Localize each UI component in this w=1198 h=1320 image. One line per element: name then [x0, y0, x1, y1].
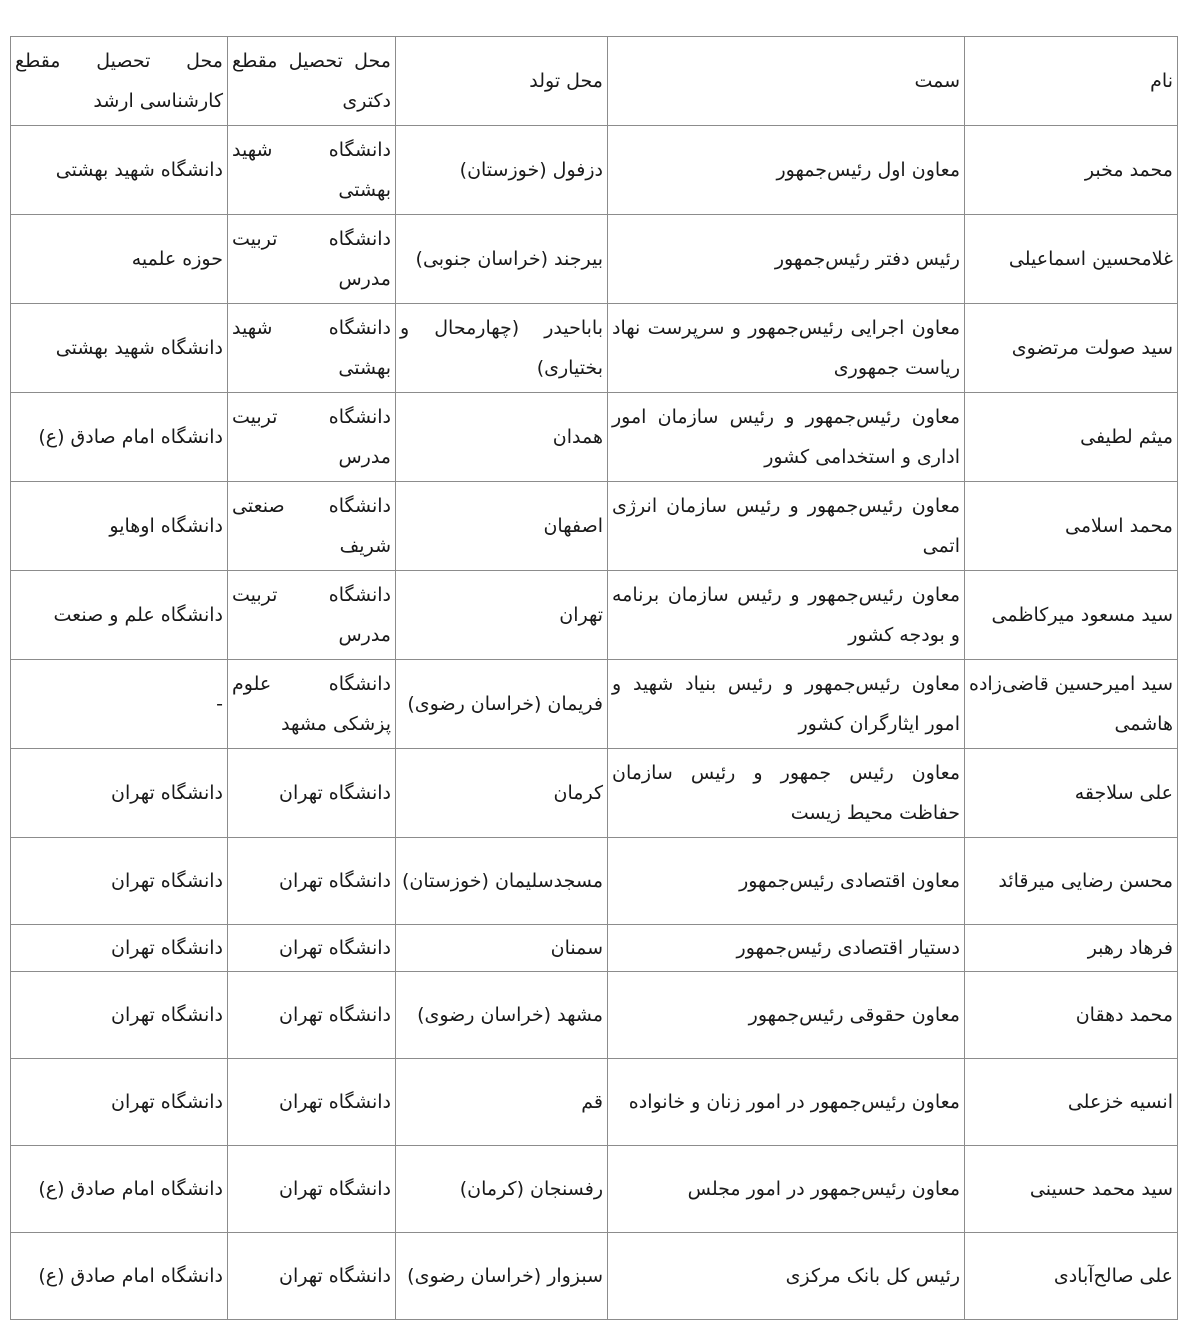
header-position: سمت	[608, 37, 965, 126]
cell-position: معاون رئیس‌جمهور و رئیس سازمان برنامه و بودجه کشور	[608, 571, 965, 660]
table-row	[11, 1146, 1178, 1233]
cell-position: معاون رئیس‌جمهور در امور زنان و خانواده	[608, 1059, 965, 1146]
cell-name: سید صولت مرتضوی	[965, 304, 1178, 393]
cell-masters: دانشگاه تهران	[11, 925, 228, 972]
cell-name: محسن رضایی میرقائد	[965, 838, 1178, 925]
table-row	[11, 838, 1178, 925]
cell-phd: دانشگاه تربیت مدرس	[228, 215, 396, 304]
cell-masters: دانشگاه امام صادق (ع)	[11, 1233, 228, 1320]
cell-masters: دانشگاه تهران	[11, 838, 228, 925]
cell-name: سید مسعود میرکاظمی	[965, 571, 1178, 660]
cell-position: معاون رئیس‌جمهور و رئیس سازمان انرژی اتمی	[608, 482, 965, 571]
cell-birthplace: کرمان	[396, 749, 608, 838]
cell-position: معاون اقتصادی رئیس‌جمهور	[608, 838, 965, 925]
cell-birthplace: مسجدسلیمان (خوزستان)	[396, 838, 608, 925]
officials-table-container	[10, 36, 1177, 1320]
cell-position: دستیار اقتصادی رئیس‌جمهور	[608, 925, 965, 972]
cell-masters: دانشگاه امام صادق (ع)	[11, 1146, 228, 1233]
cell-name: فرهاد رهبر	[965, 925, 1178, 972]
table-row	[11, 972, 1178, 1059]
table-row	[11, 660, 1178, 749]
cell-birthplace: باباحیدر (چهارمحال و بختیاری)	[396, 304, 608, 393]
table-row	[11, 304, 1178, 393]
header-name: نام	[965, 37, 1178, 126]
header-masters: محل تحصیل مقطع کارشناسی ارشد	[11, 37, 228, 126]
table-row	[11, 215, 1178, 304]
cell-birthplace: مشهد (خراسان رضوی)	[396, 972, 608, 1059]
table-row	[11, 571, 1178, 660]
cell-birthplace: رفسنجان (کرمان)	[396, 1146, 608, 1233]
cell-masters: دانشگاه تهران	[11, 972, 228, 1059]
cell-masters: -	[11, 660, 228, 749]
cell-position: رئیس دفتر رئیس‌جمهور	[608, 215, 965, 304]
cell-birthplace: دزفول (خوزستان)	[396, 126, 608, 215]
table-row	[11, 1059, 1178, 1146]
cell-phd: دانشگاه تهران	[228, 1233, 396, 1320]
cell-birthplace: تهران	[396, 571, 608, 660]
header-phd: محل تحصیل مقطع دکتری	[228, 37, 396, 126]
cell-masters: دانشگاه شهید بهشتی	[11, 304, 228, 393]
cell-position: معاون رئیس‌جمهور در امور مجلس	[608, 1146, 965, 1233]
cell-phd: دانشگاه تربیت مدرس	[228, 571, 396, 660]
cell-masters: دانشگاه تهران	[11, 749, 228, 838]
cell-masters: دانشگاه تهران	[11, 1059, 228, 1146]
cell-position: معاون رئیس‌جمهور و رئیس سازمان امور اداری و استخدامی کشور	[608, 393, 965, 482]
cell-masters: دانشگاه اوهایو	[11, 482, 228, 571]
cell-masters: دانشگاه شهید بهشتی	[11, 126, 228, 215]
cell-position: معاون رئیس جمهور و رئیس سازمان حفاظت محیط زیست	[608, 749, 965, 838]
table-row	[11, 925, 1178, 972]
cell-name: محمد اسلامی	[965, 482, 1178, 571]
officials-table	[10, 36, 1178, 1320]
cell-masters: دانشگاه علم و صنعت	[11, 571, 228, 660]
cell-name: محمد مخبر	[965, 126, 1178, 215]
cell-name: سید امیرحسین قاضی‌زاده هاشمی	[965, 660, 1178, 749]
table-header-row	[11, 37, 1178, 126]
cell-birthplace: سمنان	[396, 925, 608, 972]
cell-name: محمد دهقان	[965, 972, 1178, 1059]
cell-position: معاون اجرایی رئیس‌جمهور و سرپرست نهاد ریاست جمهوری	[608, 304, 965, 393]
cell-name: سید محمد حسینی	[965, 1146, 1178, 1233]
cell-phd: دانشگاه شهید بهشتی	[228, 304, 396, 393]
cell-position: معاون حقوقی رئیس‌جمهور	[608, 972, 965, 1059]
cell-phd: دانشگاه تهران	[228, 925, 396, 972]
header-birthplace: محل تولد	[396, 37, 608, 126]
cell-position: معاون رئیس‌جمهور و رئیس بنیاد شهید و امور ایثارگران کشور	[608, 660, 965, 749]
cell-masters: دانشگاه امام صادق (ع)	[11, 393, 228, 482]
cell-name: علی صالح‌آبادی	[965, 1233, 1178, 1320]
table-row	[11, 126, 1178, 215]
cell-masters: حوزه علمیه	[11, 215, 228, 304]
cell-position: رئیس کل بانک مرکزی	[608, 1233, 965, 1320]
cell-name: میثم لطیفی	[965, 393, 1178, 482]
cell-phd: دانشگاه تربیت مدرس	[228, 393, 396, 482]
table-row	[11, 749, 1178, 838]
table-row	[11, 1233, 1178, 1320]
cell-birthplace: بیرجند (خراسان جنوبی)	[396, 215, 608, 304]
cell-birthplace: فریمان (خراسان رضوی)	[396, 660, 608, 749]
cell-birthplace: قم	[396, 1059, 608, 1146]
cell-phd: دانشگاه شهید بهشتی	[228, 126, 396, 215]
cell-phd: دانشگاه علوم پزشکی مشهد	[228, 660, 396, 749]
cell-position: معاون اول رئیس‌جمهور	[608, 126, 965, 215]
cell-name: علی سلاجقه	[965, 749, 1178, 838]
table-row	[11, 393, 1178, 482]
cell-phd: دانشگاه تهران	[228, 972, 396, 1059]
cell-name: انسیه خزعلی	[965, 1059, 1178, 1146]
cell-phd: دانشگاه تهران	[228, 749, 396, 838]
cell-birthplace: سبزوار (خراسان رضوی)	[396, 1233, 608, 1320]
table-row	[11, 482, 1178, 571]
cell-birthplace: اصفهان	[396, 482, 608, 571]
cell-name: غلامحسین اسماعیلی	[965, 215, 1178, 304]
cell-phd: دانشگاه تهران	[228, 1059, 396, 1146]
cell-phd: دانشگاه صنعتی شریف	[228, 482, 396, 571]
cell-phd: دانشگاه تهران	[228, 1146, 396, 1233]
cell-phd: دانشگاه تهران	[228, 838, 396, 925]
cell-birthplace: همدان	[396, 393, 608, 482]
